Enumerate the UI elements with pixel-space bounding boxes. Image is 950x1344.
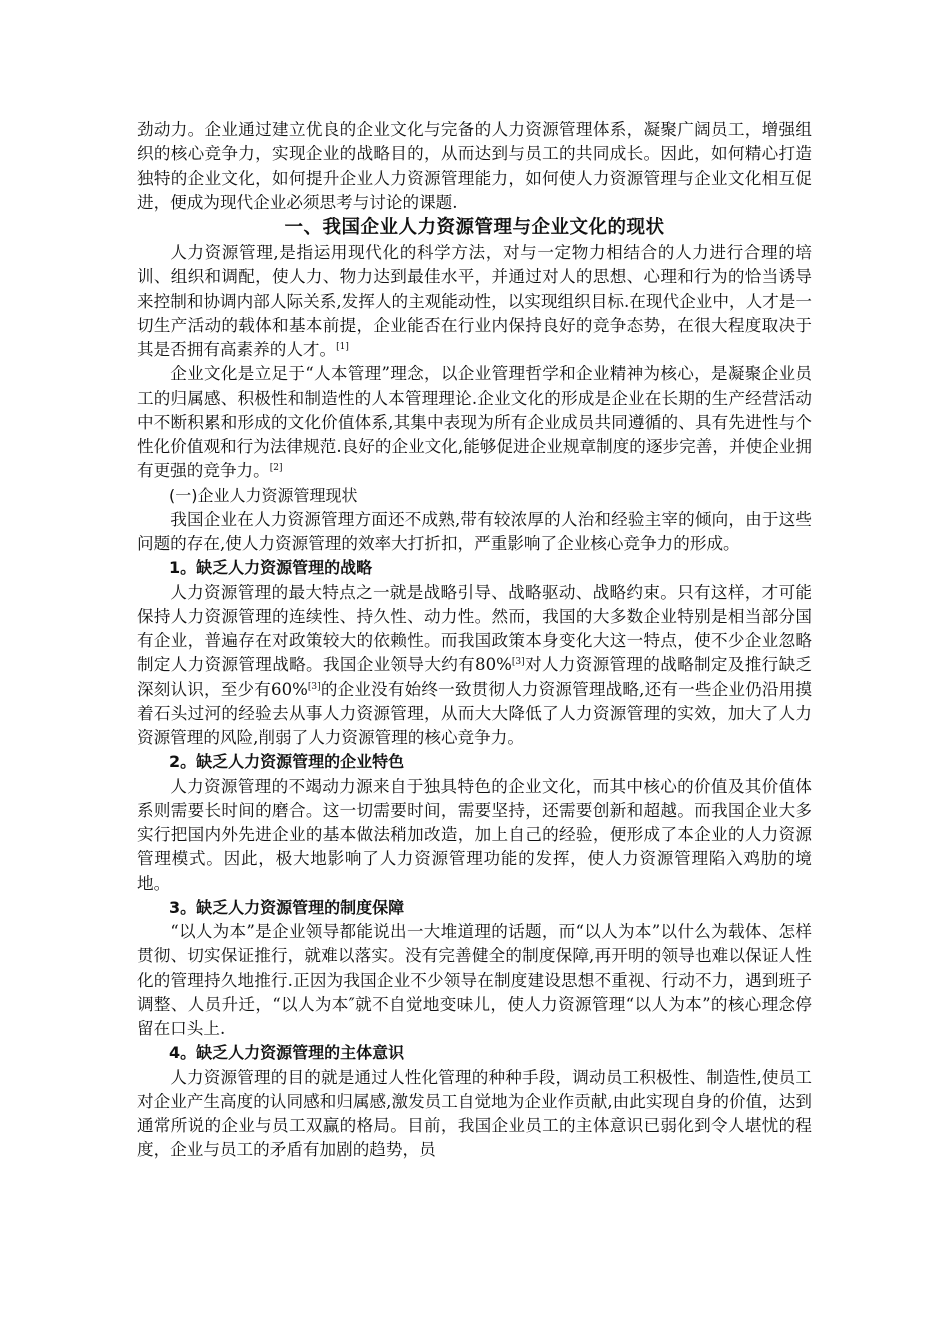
- heading-strategy: 1。缺乏人力资源管理的战略: [169, 558, 373, 578]
- paragraph-text: 人力资源管理,是指运用现代化的科学方法，对与一定物力相结合的人力进行合理的培训、组织和调配，使人力、物力达到最佳水平，并通过对人的思想、心理和行为的恰当诱导来控制和协调内部人际关系,发挥人的主观能动性，以实现组织目标.在现代企业中，人才是一切生产活动的载体和基本前提，企业能否在行业内保持良好的竞争态势，在很大程度取决于其是否拥有高素养的人才。: [137, 243, 812, 359]
- heading-features: 2。缺乏人力资源管理的企业特色: [169, 752, 405, 772]
- citation-ref: [2]: [269, 463, 283, 474]
- paragraph-text: 人力资源管理的最大特点之一就是战略引导、战略驱动、战略约束。只有这样，才可能保持人力资源管理的连续性、持久性、动力性。然而，我国的大多数企业特别是相当部分国有企业，普遍存在对政策较大的依赖性。而我国政策本身变化大这一特点，使不少企业忽略制定人力资源管理战略。我国企业领导大约有80%: [137, 582, 812, 675]
- citation-ref: [3]: [307, 681, 321, 692]
- intro-paragraph: 劲动力。企业通过建立优良的企业文化与完备的人力资源管理体系，凝聚广阔员工，增强组织的核心竞争力，实现企业的战略目的，从而达到与员工的共同成长。因此，如何精心打造独特的企业文化，如何提升企业人力资源管理能力，如何使人力资源管理与企业文化相互促进，便成为现代企业必须思考与讨论的课题.: [137, 120, 812, 212]
- paragraph-status: 我国企业在人力资源管理方面还不成熟,带有较浓厚的人治和经验主宰的倾向，由于这些问题的存在,使人力资源管理的效率大打折扣，严重影响了企业核心竞争力的形成。: [137, 509, 812, 553]
- paragraph-features: 人力资源管理的不竭动力源来自于独具特色的企业文化，而其中核心的价值及其价值体系则需要长时间的磨合。这一切需要时间，需要坚持，还需要创新和超越。而我国企业大多实行把国内外先进企业的基本做法稍加改造，加上自己的经验，便形成了本企业的人力资源管理模式。因此，极大地影响了人力资源管理功能的发挥，使人力资源管理陷入鸡肋的境地。: [137, 776, 812, 893]
- paragraph-text: 对人力资源管理的战略制定及推行缺乏深刻认识，至少有60%: [137, 655, 812, 699]
- subsection-title: (一)企业人力资源管理现状: [169, 485, 358, 505]
- paragraph-system: “以人为本”是企业领导都能说出一大堆道理的话题，而“以人为本”以什么为载体、怎样贯彻、切实保证推行，就难以落实。没有完善健全的制度保障,再开明的领导也难以保证人性化的管理持久地推行.正因为我国企业不少领导在制度建设思想不重视、行动不力，遇到班子调整、人员升迁，“以人为本″就不自觉地变味儿，使人力资源管理“以人为本”的核心理念停留在口头上.: [137, 922, 812, 1038]
- paragraph-corporate-culture: [137, 362, 812, 483]
- citation-ref: [1]: [336, 342, 349, 352]
- paragraph-strategy: [137, 581, 812, 751]
- paragraph-text: 的企业没有始终一致贯彻人力资源管理战略,还有一些企业仍沿用摸着石头过河的经验去从事人力资源管理，从而大大降低了人力资源管理的实效，加大了人力资源管理的风险,削弱了人力资源管理的核心竞争力。: [137, 679, 812, 747]
- paragraph-subject: 人力资源管理的目的就是通过人性化管理的种种手段，调动员工积极性、制造性,使员工对企业产生高度的认同感和归属感,激发员工自觉地为企业作贡献,由此实现自身的价值，达到通常所说的企业与员工双赢的格局。目前，我国企业员工的主体意识已弱化到令人堪忧的程度，企业与员工的矛盾有加剧的趋势，员: [137, 1067, 812, 1160]
- paragraph-hrm-definition: [137, 241, 812, 362]
- section-title: 一、我国企业人力资源管理与企业文化的现状: [284, 217, 665, 238]
- heading-system: 3。缺乏人力资源管理的制度保障: [169, 897, 405, 917]
- paragraph-text: 企业文化是立足于“人本管理”理念，以企业管理哲学和企业精神为核心，是凝聚企业员工的归属感、积极性和制造性的人本管理理论.企业文化的形成是企业在长期的生产经营活动中不断积累和形成的文化价值体系,其集中表现为所有企业成员共同遵循的、具有先进性与个性化价值观和行为法律规范.良好的企业文化,能够促进企业规章制度的逐步完善，并使企业拥有更强的竞争力。: [137, 364, 812, 481]
- document-page: [137, 118, 812, 1163]
- heading-subject: 4。缺乏人力资源管理的主体意识: [169, 1043, 405, 1063]
- citation-ref: [3]: [511, 657, 525, 668]
